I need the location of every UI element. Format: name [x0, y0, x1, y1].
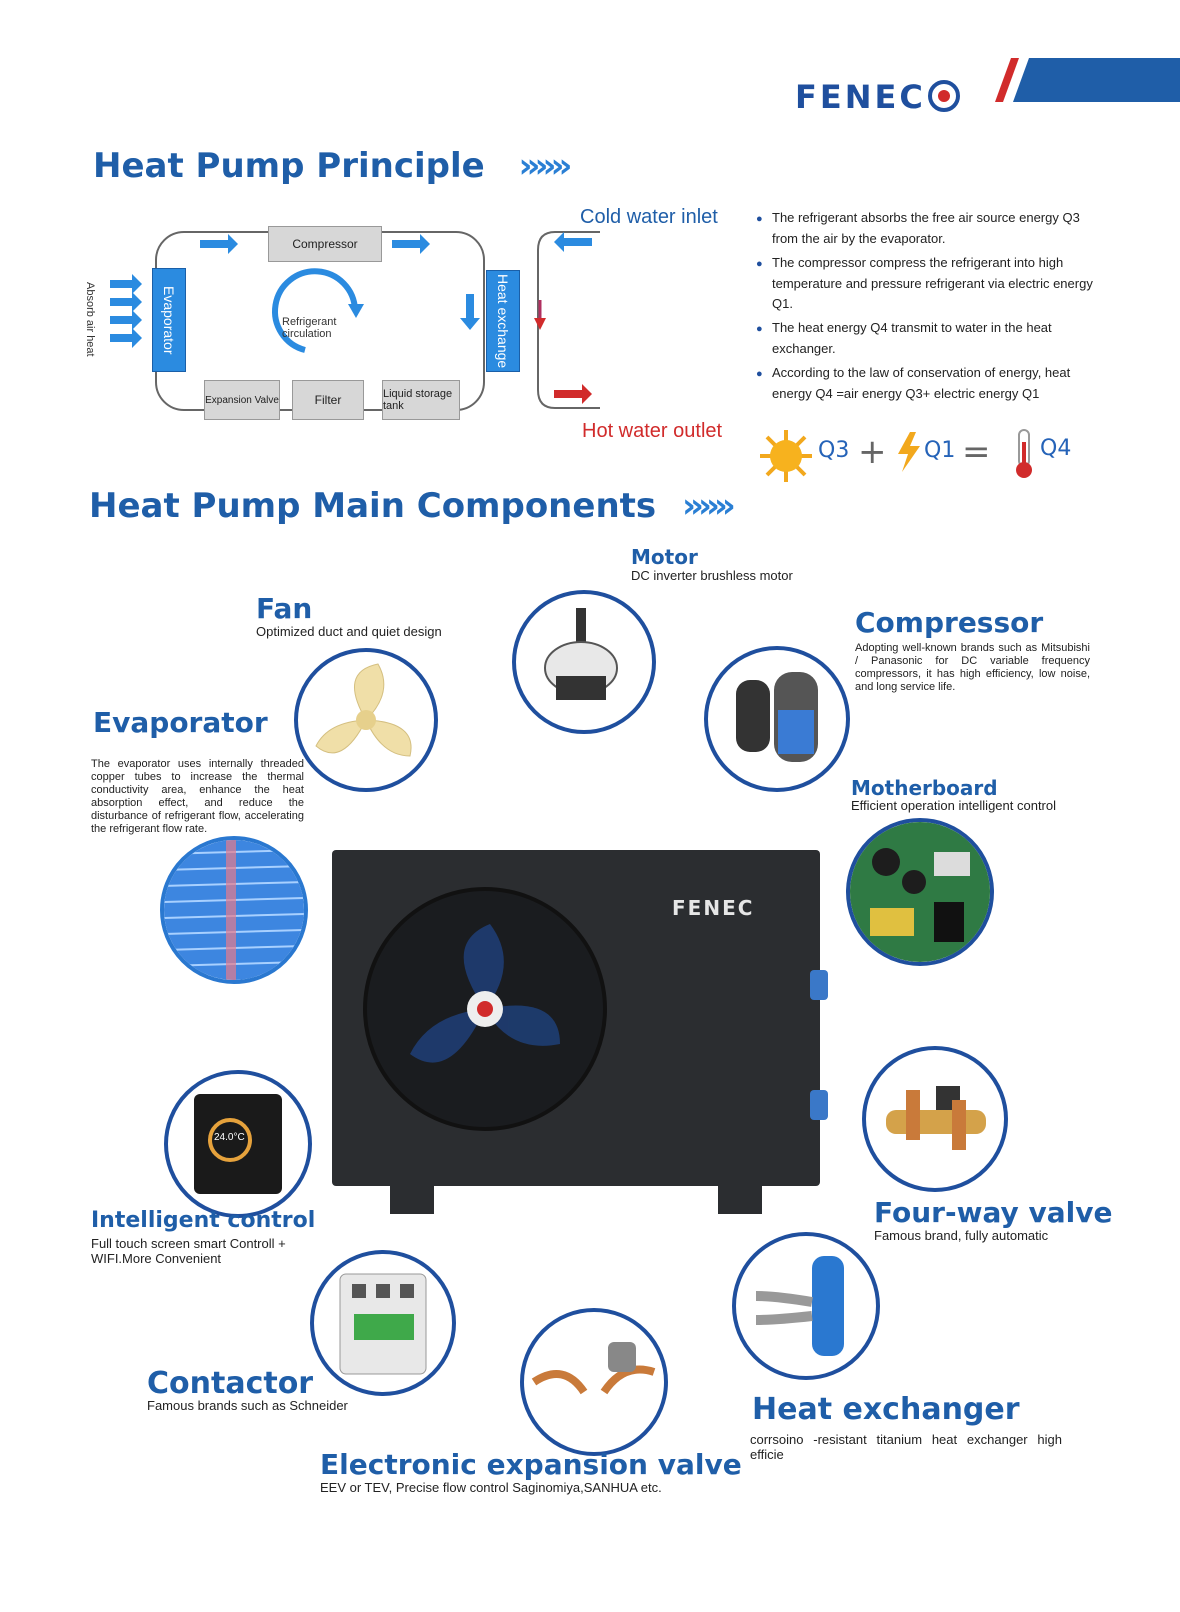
motherboard-title: Motherboard: [851, 776, 998, 800]
intelligent-control-title: Intelligent control: [91, 1208, 316, 1233]
control-screen: [194, 1094, 282, 1194]
evaporator-desc: The evaporator uses internally threaded copper tubes to increase the thermal conductivity area, enhance the heat absorption effect, and reduce the disturbance of refrigerant flow, accelerating the refrigerant flow rate.: [91, 758, 304, 835]
circulation-label: Refrigerant circulation: [282, 316, 337, 340]
q3-label: Q3: [818, 438, 850, 463]
absorb-arrows: [110, 274, 142, 348]
motor-circle: [512, 590, 656, 734]
liquid-tank-box: Liquid storage tank: [382, 380, 460, 420]
eev-sub: EEV or TEV, Precise flow control Saginomiya,SANHUA etc.: [320, 1480, 662, 1495]
compressor-title: Compressor: [855, 606, 1044, 639]
water-loop: [538, 232, 600, 408]
heat-exchanger-icon: [736, 1236, 876, 1376]
absorb-air-heat-label: Absorb air heat: [84, 282, 96, 357]
expansion-valve-box: Expansion Valve: [204, 380, 280, 420]
contactor-icon: [314, 1254, 452, 1392]
logo-ring-icon: [928, 80, 960, 112]
unit-fan-grille-icon: [360, 884, 610, 1134]
compressor-box: Compressor: [268, 226, 382, 262]
motor-sub: DC inverter brushless motor: [631, 568, 793, 583]
fan-sub: Optimized duct and quiet design: [256, 624, 442, 639]
fan-circle: [294, 648, 438, 792]
motherboard-sub: Efficient operation intelligent control: [851, 798, 1056, 813]
evaporator-title: Evaporator: [93, 706, 268, 739]
motor-title: Motor: [631, 545, 698, 569]
expansion-valve-icon: [524, 1312, 664, 1452]
contactor-title: Contactor: [147, 1366, 314, 1401]
unit-logo: FENEC: [672, 896, 755, 920]
lightning-icon: [896, 432, 922, 472]
contactor-circle: [310, 1250, 456, 1396]
circuit-board-icon: [850, 822, 990, 962]
evaporator-coil-icon: [164, 840, 304, 980]
bullet-item: ● The refrigerant absorbs the free air source energy Q3 from the air by the evaporator.: [772, 208, 1096, 249]
filter-box: Filter: [292, 380, 364, 420]
equals-sign: =: [962, 432, 991, 472]
intelligent-control-sub: Full touch screen smart Controll + WIFI.More Convenient: [91, 1236, 286, 1266]
principle-bullets: [756, 208, 1096, 408]
header-stripe: [985, 58, 1180, 102]
cold-water-inlet-label: Cold water inlet: [580, 206, 718, 228]
cold-water-arrow: [554, 232, 592, 252]
water-connector-top: [810, 970, 828, 1000]
compressor-circle: [704, 646, 850, 792]
contactor-sub: Famous brands such as Schneider: [147, 1398, 348, 1413]
sun-icon: [756, 428, 816, 484]
evaporator-circle: [160, 836, 308, 984]
flow-arrow-top-right: [392, 234, 430, 254]
hot-water-arrow: [554, 384, 592, 404]
four-way-valve-title: Four-way valve: [874, 1196, 1113, 1229]
four-way-valve-circle: [862, 1046, 1008, 1192]
motor-icon: [516, 594, 652, 730]
evaporator-bar: Evaporator: [152, 268, 186, 372]
control-temp: 24.0°C: [214, 1132, 245, 1143]
eev-circle: [520, 1308, 668, 1456]
compressor-icon: [708, 650, 846, 788]
control-circle: [164, 1070, 312, 1218]
fan-blade-icon: [298, 652, 434, 788]
heat-exchanger-circle: [732, 1232, 880, 1380]
hot-water-outlet-label: Hot water outlet: [582, 420, 723, 442]
thermometer-icon: [1008, 428, 1038, 480]
bullet-item: ● The heat energy Q4 transmit to water in the heat exchanger.: [772, 318, 1096, 359]
q1-label: Q1: [924, 438, 956, 463]
compressor-desc: Adopting well-known brands such as Mitsubishi / Panasonic for DC variable frequency compressors, it has high efficiency, low noise, and long service life.: [855, 642, 1090, 693]
flow-arrow-top-left: [200, 234, 238, 254]
fan-title: Fan: [256, 592, 313, 625]
bullet-item: ● The compressor compress the refrigerant into high temperature and pressure refrigerant via electric energy Q1.: [772, 253, 1096, 314]
eev-title: Electronic expansion valve: [320, 1448, 742, 1481]
flow-arrow-down: [460, 294, 480, 330]
heat-pump-unit: [332, 850, 820, 1186]
heat-exchanger-title: Heat exchanger: [752, 1392, 1020, 1427]
heat-exchanger-sub: corrsoino -resistant titanium heat exchanger high efficie: [750, 1432, 1062, 1462]
chevron-right-icon: »»»: [682, 486, 730, 526]
chevron-right-icon: »»»: [518, 146, 567, 186]
motherboard-circle: [846, 818, 994, 966]
valve-icon: [866, 1050, 1004, 1188]
q4-label: Q4: [1040, 436, 1072, 461]
bullet-item: ● According to the law of conservation of energy, heat energy Q4 =air energy Q3+ electric energy Q1: [772, 363, 1096, 404]
heat-exchange-bar: Heat exchange: [486, 270, 520, 372]
water-connector-bottom: [810, 1090, 828, 1120]
feneco-logo: FENEC: [795, 78, 960, 116]
components-title: Heat Pump Main Components »»»: [89, 486, 730, 526]
unit-foot-left: [390, 1186, 434, 1214]
four-way-valve-sub: Famous brand, fully automatic: [874, 1228, 1049, 1243]
plus-sign: +: [858, 432, 887, 472]
principle-title: Heat Pump Principle »»»: [93, 146, 567, 186]
unit-foot-right: [718, 1186, 762, 1214]
